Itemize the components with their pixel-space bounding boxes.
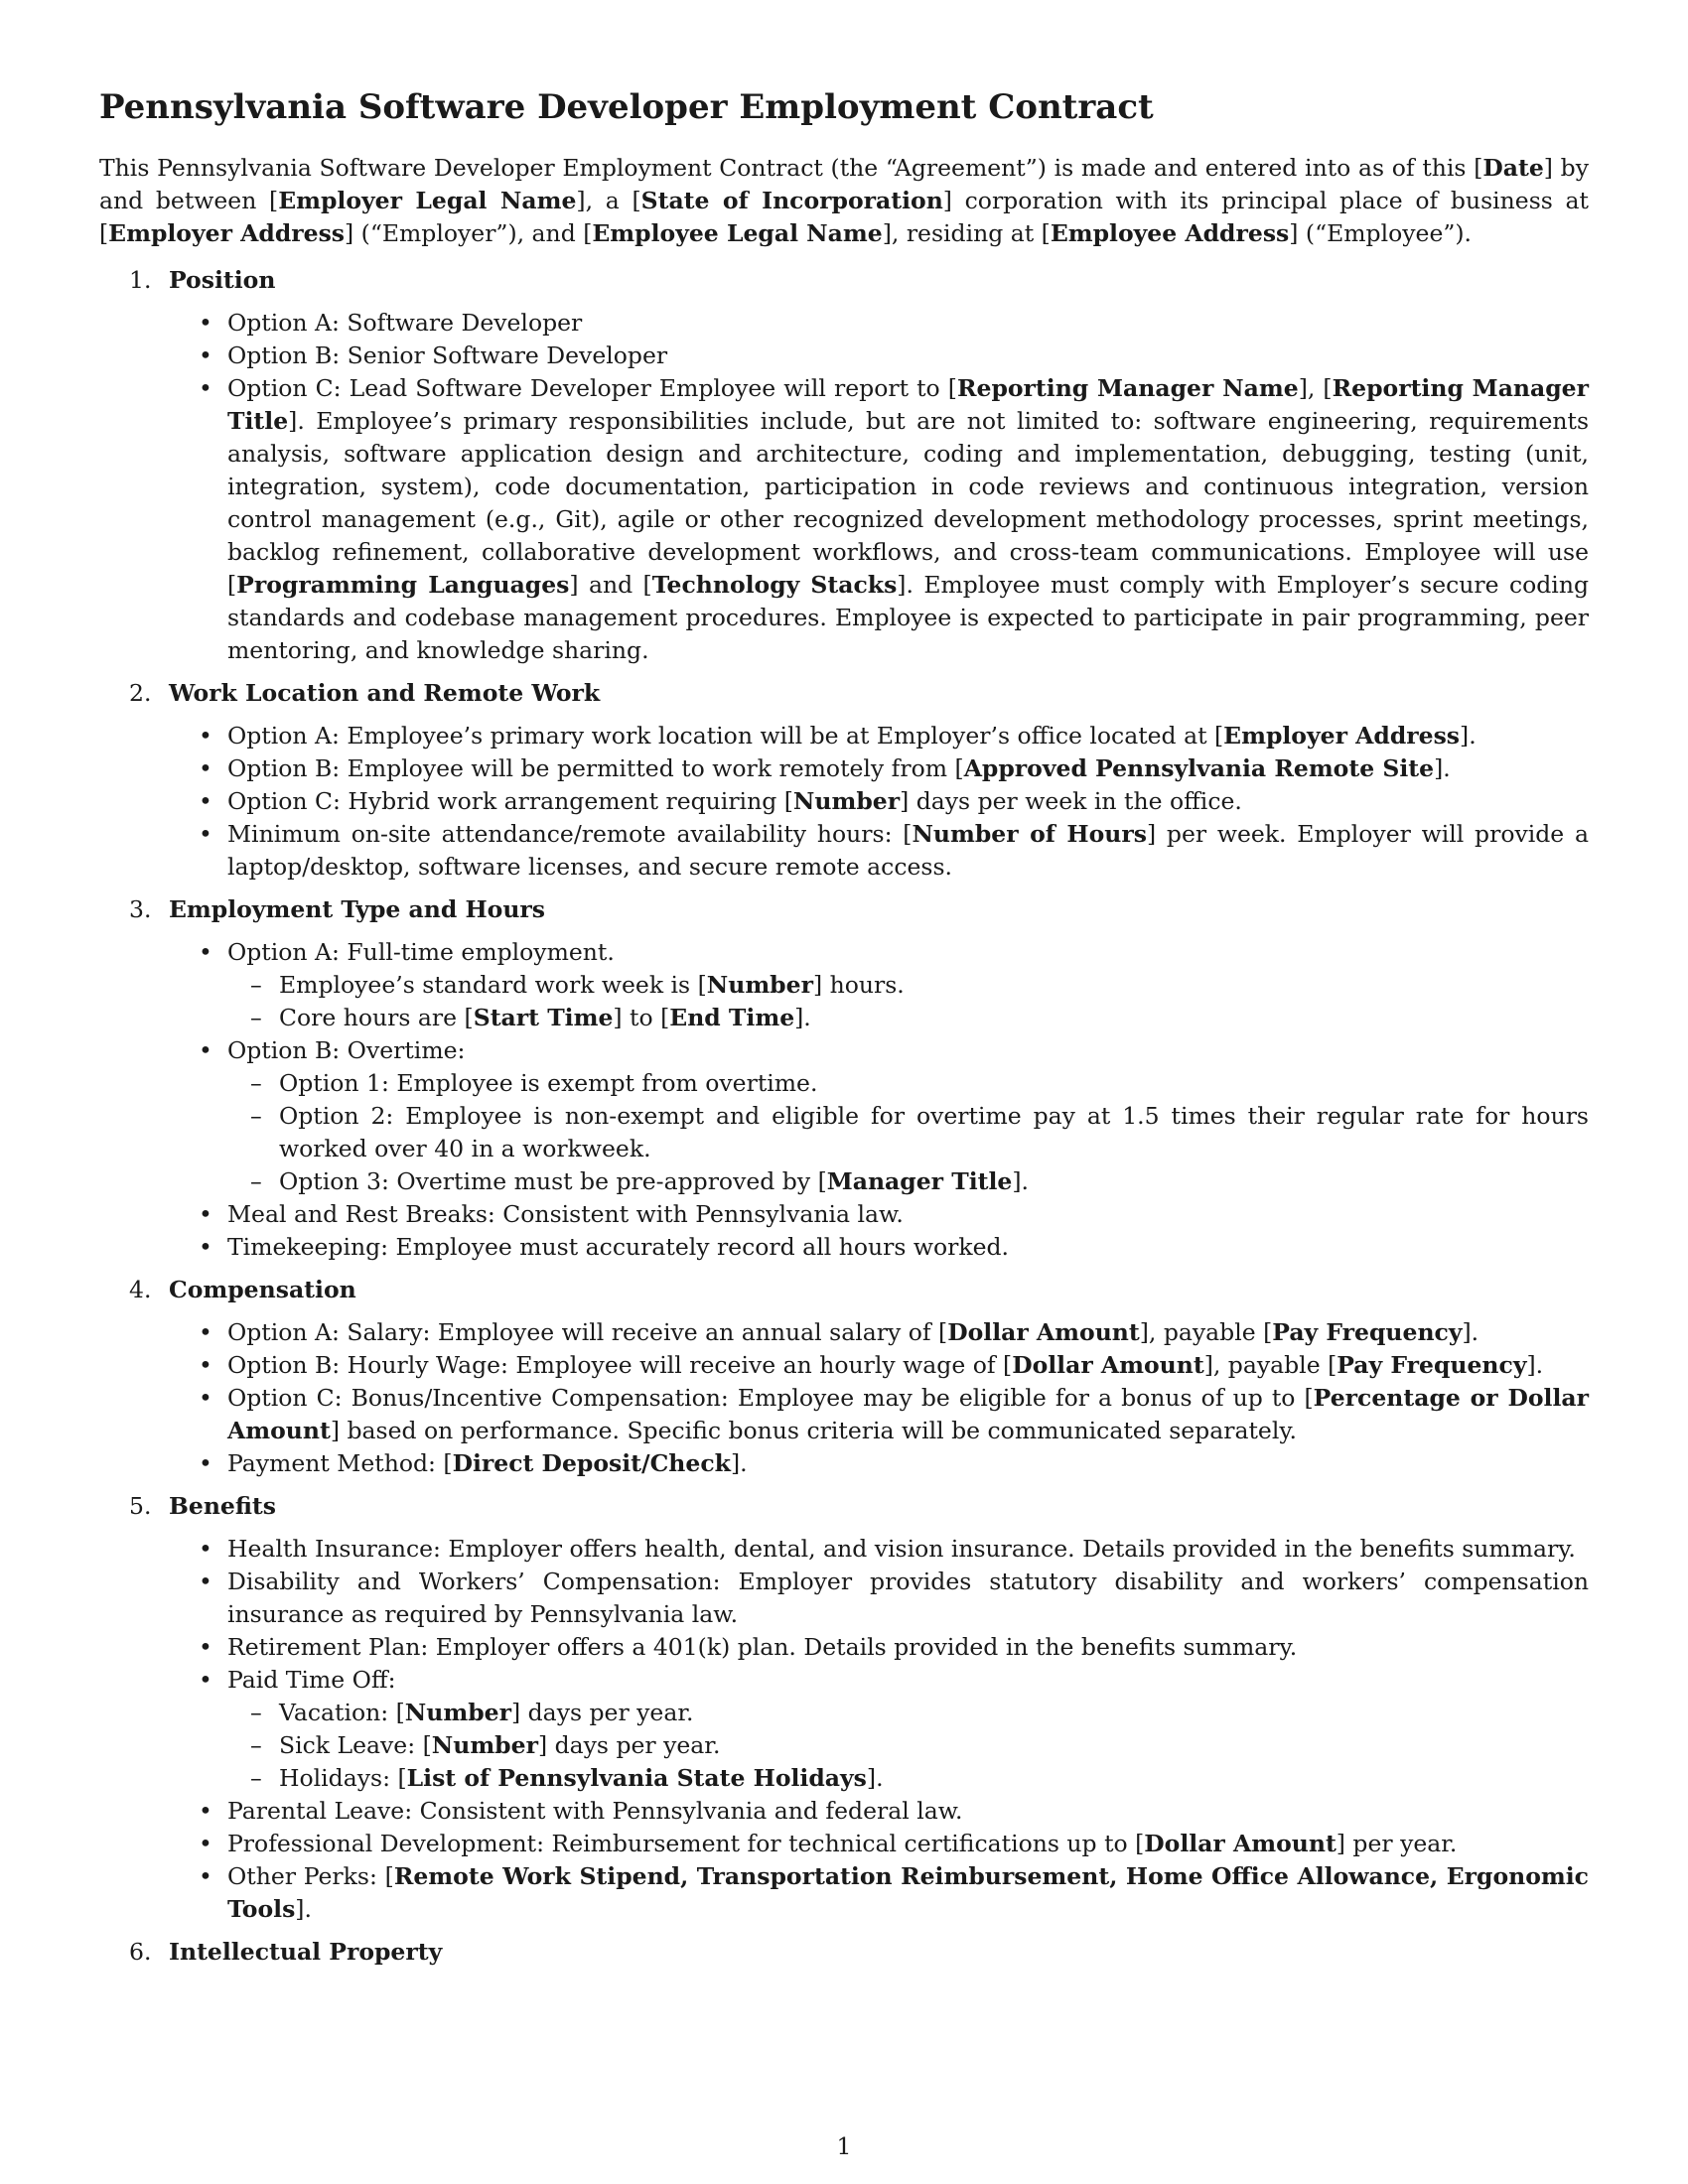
list-item <box>99 720 1589 752</box>
bullet-list <box>99 936 1589 1264</box>
bullet-list <box>99 720 1589 884</box>
text-run: Option B: Employee will be permitted to work remotely from [ <box>227 753 964 782</box>
placeholder-field: Pay Frequency <box>1272 1317 1463 1346</box>
text-run: ], a [ <box>576 186 641 214</box>
placeholder-field: Employee Address <box>1050 218 1290 247</box>
text-run: Disability and Workers’ Compensation: Employer provides statutory disability and workers’ compensation insurance as required by Pennsylvania law. <box>227 1567 1589 1628</box>
text-run: Health Insurance: Employer offers health, dental, and vision insurance. Details provided in the benefits summary. <box>227 1534 1576 1563</box>
list-item <box>99 340 1589 372</box>
placeholder-field: End Time <box>669 1003 795 1031</box>
list-item <box>99 1198 1589 1231</box>
text-run: Payment Method: [ <box>227 1448 453 1477</box>
text-run: Option 2: Employee is non-exempt and eligible for overtime pay at 1.5 times their regular rate for hours worked over 40 in a workweek. <box>279 1101 1589 1162</box>
placeholder-field: Start Time <box>473 1003 614 1031</box>
text-run: ] corporation with its principal place of business at [ <box>99 186 1589 247</box>
text-run: ] days per week in the office. <box>900 786 1242 815</box>
list-item <box>99 372 1589 667</box>
placeholder-field: Employer Address <box>108 218 346 247</box>
text-run: Option A: Full-time employment. <box>227 937 615 966</box>
text-run: Option B: Hourly Wage: Employee will receive an hourly wage of [ <box>227 1350 1013 1379</box>
list-item <box>99 1860 1589 1926</box>
list-item <box>99 1349 1589 1382</box>
placeholder-field: Number <box>792 786 901 815</box>
placeholder-field: Reporting Manager Title <box>227 373 1589 435</box>
section-heading-text: Employment Type and Hours <box>169 894 546 923</box>
list-item <box>99 1566 1589 1631</box>
text-run: ] (“Employee”). <box>1289 218 1473 247</box>
list-item <box>99 936 1589 1034</box>
placeholder-field: Technology Stacks <box>651 570 898 599</box>
text-run: Option 1: Employee is exempt from overtime. <box>279 1068 818 1097</box>
text-run: Option B: Overtime: <box>227 1035 466 1064</box>
text-run: Option A: Salary: Employee will receive an annual salary of [ <box>227 1317 948 1346</box>
sub-list-item <box>227 1762 1589 1795</box>
bullet-list <box>99 1533 1589 1926</box>
text-run: This Pennsylvania Software Developer Employment Contract (the “Agreement”) is made and entered into as of this [ <box>99 153 1483 182</box>
list-item <box>99 1795 1589 1828</box>
placeholder-field: Employer Address <box>1223 721 1461 750</box>
placeholder-field: Employee Legal Name <box>592 218 883 247</box>
section-heading-text: Position <box>169 265 276 294</box>
text-run: ] days per year. <box>537 1730 721 1759</box>
placeholder-field: Dollar Amount <box>947 1317 1140 1346</box>
placeholder-field: State of Incorporation <box>640 186 943 214</box>
sub-list-item <box>227 1729 1589 1762</box>
placeholder-field: Employer Legal Name <box>278 186 577 214</box>
section-2 <box>99 677 1589 884</box>
section-4 <box>99 1274 1589 1480</box>
list-item <box>99 1034 1589 1198</box>
text-run: ]. <box>866 1763 884 1792</box>
placeholder-field: Pay Frequency <box>1336 1350 1527 1379</box>
text-run: ]. <box>1434 753 1451 782</box>
placeholder-field: Dollar Amount <box>1144 1829 1336 1857</box>
section-heading-text: Work Location and Remote Work <box>169 678 601 707</box>
bullet-list <box>99 307 1589 667</box>
section-number: 4. <box>129 1275 152 1303</box>
text-run: ], payable [ <box>1139 1317 1273 1346</box>
text-run: ]. <box>1526 1350 1544 1379</box>
text-run: ]. <box>1012 1166 1030 1195</box>
text-run: ]. <box>730 1448 748 1477</box>
placeholder-field: Manager Title <box>826 1166 1013 1195</box>
text-run: Option C: Hybrid work arrangement requiring [ <box>227 786 793 815</box>
text-run: ] based on performance. Specific bonus criteria will be communicated separately. <box>330 1416 1297 1444</box>
list-item <box>99 1828 1589 1860</box>
sub-list <box>227 1697 1589 1795</box>
text-run: Holidays: [ <box>279 1763 407 1792</box>
section-heading <box>99 1936 1589 1969</box>
text-run: Parental Leave: Consistent with Pennsylvania and federal law. <box>227 1796 963 1825</box>
text-run: Retirement Plan: Employer offers a 401(k) plan. Details provided in the benefits summary. <box>227 1632 1298 1661</box>
section-number: 2. <box>129 678 152 707</box>
section-number: 3. <box>129 894 152 923</box>
text-run: Option A: Employee’s primary work location will be at Employer’s office located at [ <box>227 721 1224 750</box>
text-run: ], [ <box>1298 373 1333 402</box>
placeholder-field: Dollar Amount <box>1012 1350 1204 1379</box>
list-item <box>99 1382 1589 1447</box>
sub-list-item <box>227 1002 1589 1034</box>
text-run: Core hours are [ <box>279 1003 474 1031</box>
list-item <box>99 1631 1589 1664</box>
text-run: ]. Employee must comply with Employer’s secure coding standards and codebase management procedures. Employee is expected to participate in pair programming, peer mentoring, and knowledge sharing. <box>227 570 1589 664</box>
sub-list-item <box>227 1067 1589 1100</box>
text-run: Employee’s standard work week is [ <box>279 970 707 999</box>
text-run: ]. <box>295 1894 312 1923</box>
section-heading <box>99 1490 1589 1523</box>
document-title: Pennsylvania Software Developer Employment Contract <box>99 87 1154 127</box>
section-number: 1. <box>129 265 152 294</box>
placeholder-field: Number of Hours <box>912 819 1147 848</box>
text-run: ]. <box>1460 721 1477 750</box>
section-heading-text: Compensation <box>169 1275 356 1303</box>
placeholder-field: Date <box>1482 153 1544 182</box>
list-item <box>99 1533 1589 1566</box>
sub-list-item <box>227 1697 1589 1729</box>
text-run: Option 3: Overtime must be pre-approved by [ <box>279 1166 827 1195</box>
section-heading-text: Benefits <box>169 1491 277 1520</box>
text-run: ] per week. Employer will provide a laptop/desktop, software licenses, and secure remote access. <box>227 819 1590 881</box>
list-item <box>99 785 1589 818</box>
text-run: Professional Development: Reimbursement for technical certifications up to [ <box>227 1829 1145 1857</box>
text-run: Timekeeping: Employee must accurately record all hours worked. <box>227 1232 1010 1261</box>
text-run: Option C: Lead Software Developer Employee will report to [ <box>227 373 957 402</box>
sub-list <box>227 969 1589 1034</box>
placeholder-field: Programming Languages <box>236 570 570 599</box>
placeholder-field: Reporting Manager Name <box>956 373 1299 402</box>
list-item <box>99 818 1589 884</box>
text-run: ], payable [ <box>1203 1350 1337 1379</box>
list-item <box>99 1447 1589 1480</box>
list-item <box>99 752 1589 785</box>
sub-list-item <box>227 969 1589 1002</box>
text-run: Option A: Software Developer <box>227 308 583 337</box>
text-run: ]. <box>1462 1317 1479 1346</box>
text-run: Minimum on-site attendance/remote availability hours: [ <box>227 819 913 848</box>
text-run: Option B: Senior Software Developer <box>227 341 668 369</box>
text-run: ] per year. <box>1336 1829 1458 1857</box>
placeholder-field: Direct Deposit/Check <box>452 1448 731 1477</box>
section-heading <box>99 677 1589 710</box>
section-number: 6. <box>129 1937 152 1966</box>
list-item <box>99 307 1589 340</box>
text-run: ] and [ <box>569 570 652 599</box>
text-run: ] hours. <box>812 970 905 999</box>
text-run: ]. Employee’s primary responsibilities include, but are not limited to: software engineering, requirements analysis, software application design and architecture, coding and implementation, debugging, testing (unit, integration, system), code documentation, participation in code reviews and continuous integration, version control management (e.g., Git), agile or other recognized development methodology processes, sprint meetings, backlog refinement, collaborative development workflows, and cross-team communications. Employee will use [ <box>227 406 1589 599</box>
section-6 <box>99 1936 1589 1969</box>
section-heading-text: Intellectual Property <box>169 1937 443 1966</box>
section-heading <box>99 893 1589 926</box>
placeholder-field: Number <box>404 1698 511 1726</box>
text-run: ] days per year. <box>511 1698 694 1726</box>
sub-list-item <box>227 1100 1589 1165</box>
placeholder-field: Number <box>431 1730 538 1759</box>
placeholder-field: Number <box>706 970 813 999</box>
section-3 <box>99 893 1589 1264</box>
section-list <box>99 264 1589 1969</box>
intro-paragraph <box>99 152 1589 250</box>
text-run: ]. <box>794 1003 811 1031</box>
section-number: 5. <box>129 1491 152 1520</box>
placeholder-field: Remote Work Stipend, Transportation Reimbursement, Home Office Allowance, Ergonomic Tools <box>227 1861 1589 1923</box>
list-item <box>99 1231 1589 1264</box>
list-item <box>99 1664 1589 1795</box>
text-run: Meal and Rest Breaks: Consistent with Pennsylvania law. <box>227 1199 904 1228</box>
section-heading <box>99 1274 1589 1306</box>
sub-list-item <box>227 1165 1589 1198</box>
text-run: ], residing at [ <box>882 218 1051 247</box>
document-content <box>99 87 1589 1979</box>
placeholder-field: List of Pennsylvania State Holidays <box>406 1763 867 1792</box>
text-run: Other Perks: [ <box>227 1861 394 1890</box>
section-5 <box>99 1490 1589 1926</box>
text-run: ] to [ <box>613 1003 670 1031</box>
text-run: Paid Time Off: <box>227 1665 396 1694</box>
sub-list <box>227 1067 1589 1198</box>
text-run: ] (“Employer”), and [ <box>345 218 593 247</box>
placeholder-field: Percentage or Dollar Amount <box>227 1383 1589 1444</box>
list-item <box>99 1316 1589 1349</box>
text-run: Option C: Bonus/Incentive Compensation: Employee may be eligible for a bonus of up to [ <box>227 1383 1314 1412</box>
text-run: Sick Leave: [ <box>279 1730 432 1759</box>
section-heading <box>99 264 1589 297</box>
bullet-list <box>99 1316 1589 1480</box>
text-run: ] by and between [ <box>99 153 1589 214</box>
text-run: Vacation: [ <box>279 1698 405 1726</box>
placeholder-field: Approved Pennsylvania Remote Site <box>963 753 1435 782</box>
section-1 <box>99 264 1589 667</box>
page-number: 1 <box>836 2132 852 2160</box>
